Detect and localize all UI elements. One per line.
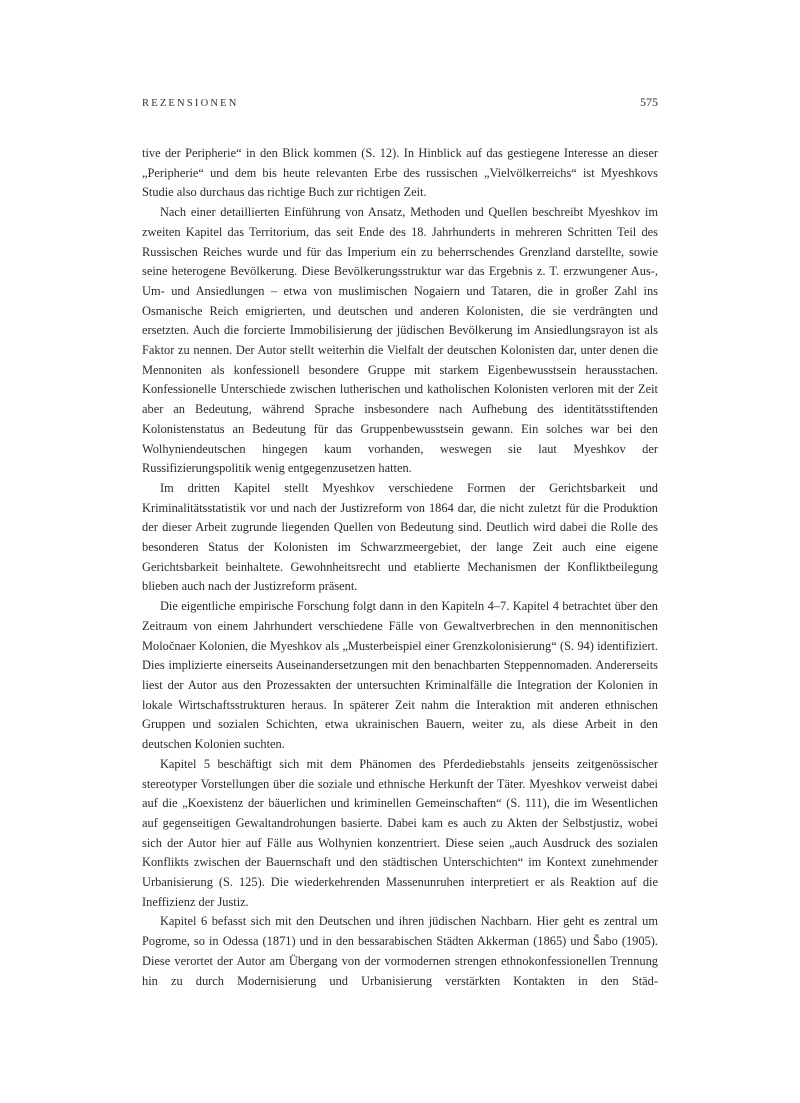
paragraph: Die eigentliche empirische Forschung folgt dann in den Kapiteln 4–7. Kapitel 4 betrachtet über den Zeitraum von einem Jahrhundert verschiedene Fälle von Gewaltverbrechen in den mennonitischen Moločnaer Kolonien, die Myeshkov als „Musterbeispiel einer Grenzkolonisierung“ (S. 94) identifiziert. Dies implizierte einerseits Auseinandersetzungen mit den benachbarten Steppennomaden. Andererseits liest der Autor aus den Prozessakten der untersuchten Kriminalfälle die Integration der Kolonien in lokale Wirtschaftsstrukturen heraus. In späterer Zeit nahm die Interaktion mit anderen ethnischen Gruppen und sozialen Schichten, etwa ukrainischen Bauern, weiter zu, als diese Arbeit in den deutschen Kolonien suchten.	[142, 599, 658, 752]
page-number: 575	[640, 95, 658, 109]
paragraph: Kapitel 5 beschäftigt sich mit dem Phänomen des Pferdediebstahls jenseits zeitgenössischer stereotyper Vorstellungen über die soziale und ethnische Herkunft der Täter. Myeshkov verweist dabei auf die „Koexistenz der bäuerlichen und kriminellen Gemeinschaften“ (S. 111), die im Wesentlichen auf gegenseitigen Gewaltandrohungen basierte. Dabei kam es auch zu Akten der Selbstjustiz, wobei sich der Autor hier auf Fälle aus Wolhynien konzentriert. Diese seien „auch Ausdruck des sozialen Konflikts zwischen der Bauernschaft und den städtischen Unterschichten“ im Kontext zunehmender Urbanisierung (S. 125). Die wiederkehrenden Massenunruhen interpretiert er als Reaktion auf die Ineffizienz der Justiz.	[142, 756, 658, 909]
body-text	[142, 144, 658, 991]
paragraph: Kapitel 6 befasst sich mit den Deutschen und ihren jüdischen Nachbarn. Hier geht es zentral um Pogrome, so in Odessa (1871) und in den bessarabischen Städten Akkerman (1865) und Šabo (1905). Diese verortet der Autor am Übergang von der vormodernen strengen ethnokonfessionellen Trennung hin zu durch Modernisierung und Urbanisierung verstärkten Kontakten in den Städ-	[142, 914, 658, 988]
paragraph: Nach einer detaillierten Einführung von Ansatz, Methoden und Quellen beschreibt Myeshkov im zweiten Kapitel das Territorium, das seit Ende des 18. Jahrhunderts in mehreren Schritten Teil des Russischen Reiches wurde und für das Imperium ein zu beherrschendes Grenzland darstellte, sowie seine heterogene Bevölkerung. Diese Bevölkerungsstruktur war das Ergebnis z. T. erzwungener Aus-, Um- und Ansiedlungen – etwa von muslimischen Nogaiern und Tataren, die in großer Zahl ins Osmanische Reich emigrierten, und deutschen und anderen Kolonisten, die sie verdrängten und ersetzten. Auch die forcierte Immobilisierung der jüdischen Bevölkerung im Ansiedlungsrayon ist als Faktor zu nennen. Der Autor stellt weiterhin die Vielfalt der deutschen Kolonisten dar, unter denen die Mennoniten als konfessionell besondere Gruppe mit starkem Eigenbewusstsein herausstachen. Konfessionelle Unterschiede zwischen lutherischen und katholischen Kolonisten verloren mit der Zeit aber an Bedeutung, während Sprache insbesondere nach Aufhebung des identitätsstiftenden Kolonistenstatus an Bedeutung für das Gruppenbewusstsein gewann. Ein solches war bei den Wolhyniendeutschen hingegen kaum vorhanden, weswegen sie laut Myeshkov der Russifizierungspolitik wenig entgegenzusetzen hatten.	[142, 205, 658, 476]
running-head	[142, 95, 658, 110]
paragraph: Im dritten Kapitel stellt Myeshkov verschiedene Formen der Gerichtsbarkeit und Kriminalitätsstatistik vor und nach der Justizreform von 1864 dar, die nicht zuletzt für die Produktion der dieser Arbeit zugrunde liegenden Quellen von Bedeutung sind. Deutlich wird dabei die Rolle des besonderen Status der Kolonisten im Schwarzmeergebiet, der lange Zeit auch eine eigene Gerichtsbarkeit beinhaltete. Gewohnheitsrecht und etablierte Mechanismen der Konfliktbeilegung blieben auch nach der Justizreform präsent.	[142, 480, 658, 594]
paragraph: tive der Peripherie“ in den Blick kommen (S. 12). In Hinblick auf das gestiegene Interesse an dieser „Peripherie“ und dem bis heute relevanten Erbe des russischen „Vielvölkerreichs“ ist Myeshkovs Studie also durchaus das richtige Buch zur richtigen Zeit.	[142, 146, 658, 200]
section-title: REZENSIONEN	[142, 98, 239, 109]
